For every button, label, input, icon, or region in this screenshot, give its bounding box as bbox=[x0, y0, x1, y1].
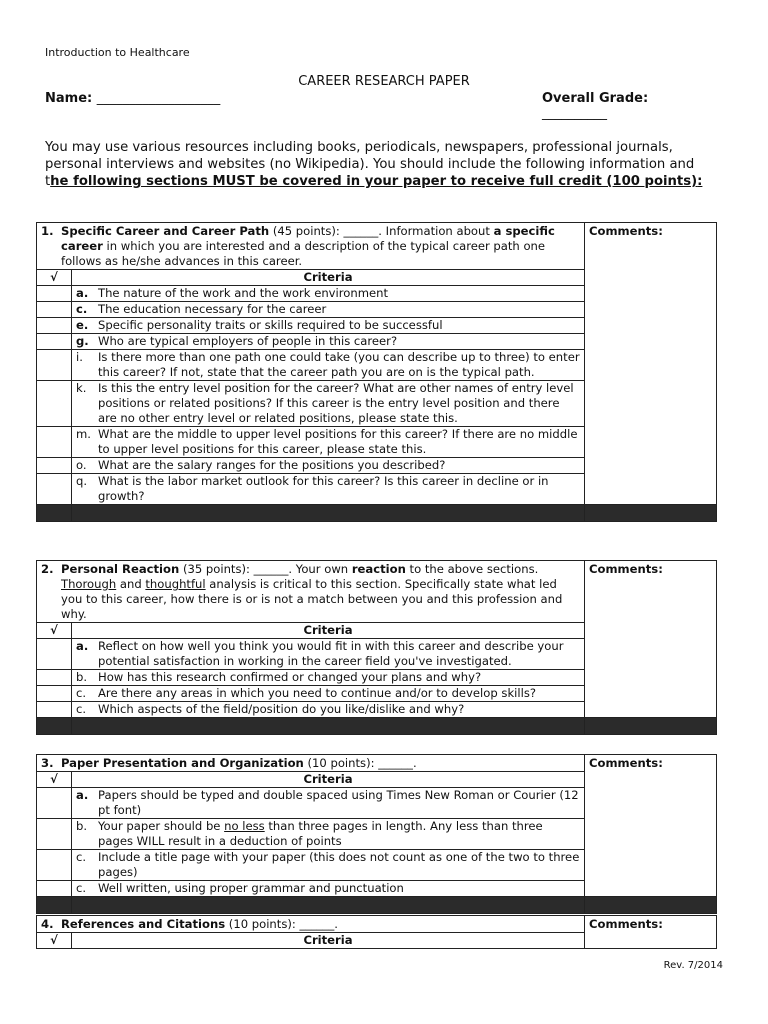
check-cell[interactable] bbox=[37, 474, 72, 505]
desc-underline: Thorough bbox=[61, 577, 117, 591]
item-text-part: than three pages in length. Any less than three pages WILL result in a deduction of points bbox=[98, 819, 543, 848]
comments-label: Comments: bbox=[589, 917, 663, 931]
section-points: (10 points): bbox=[307, 756, 375, 770]
item-text: What are the middle to upper level positions for this career? If there are no middle to upper level positions for this career, please state this. bbox=[98, 427, 578, 456]
item-letter: c. bbox=[76, 302, 88, 316]
item-text: Which aspects of the field/position do you like/dislike and why? bbox=[98, 702, 465, 716]
item-letter: m. bbox=[76, 427, 91, 441]
section-divider bbox=[37, 718, 717, 735]
item-text: What is the labor market outlook for this career? Is this career in decline or in growth? bbox=[98, 474, 549, 503]
check-cell[interactable] bbox=[37, 819, 72, 850]
section-number: 2. bbox=[41, 562, 54, 576]
section-number: 4. bbox=[41, 917, 54, 931]
check-cell[interactable] bbox=[37, 350, 72, 381]
intro-text: You may use various resources including books, periodicals, newspapers, professional journals, personal interviews and websites (no Wikipedia). You should include the following information and t bbox=[45, 140, 695, 189]
desc-bold: reaction bbox=[351, 562, 406, 576]
section-number: 1. bbox=[41, 224, 54, 238]
item-letter: a. bbox=[76, 286, 89, 300]
criteria-header: Criteria bbox=[72, 772, 585, 788]
item-text: Is there more than one path one could take (you can describe up to three) to enter this career? If not, state that the career path you are on is the typical path. bbox=[98, 350, 580, 379]
item-text: Specific personality traits or skills required to be successful bbox=[98, 318, 443, 332]
revision-date: Rev. 7/2014 bbox=[663, 960, 723, 971]
grade-label: Overall Grade: bbox=[542, 91, 649, 106]
item-underline: no less bbox=[224, 819, 265, 833]
points-blank[interactable]: ______. bbox=[253, 562, 293, 576]
item-letter: k. bbox=[76, 381, 87, 395]
item-letter: o. bbox=[76, 458, 87, 472]
section-points: (45 points): bbox=[272, 224, 340, 238]
intro-paragraph bbox=[45, 139, 715, 190]
section-description bbox=[61, 756, 580, 771]
check-cell[interactable] bbox=[37, 458, 72, 474]
section-divider bbox=[37, 897, 717, 914]
item-letter: a. bbox=[76, 639, 89, 653]
check-cell[interactable] bbox=[37, 286, 72, 302]
item-text: Are there any areas in which you need to continue and/or to develop skills? bbox=[98, 686, 537, 700]
item-letter: q. bbox=[76, 474, 88, 488]
comments-cell[interactable] bbox=[585, 755, 717, 897]
name-label: Name: bbox=[45, 91, 93, 106]
section-title: References and Citations bbox=[61, 917, 226, 931]
item-text: Reflect on how well you think you would fit in with this career and describe your potential satisfaction in working in the career field you've investigated. bbox=[98, 639, 564, 668]
name-blank: ___________________ bbox=[96, 91, 221, 106]
item-letter: e. bbox=[76, 318, 89, 332]
desc-bold: a specific career bbox=[61, 224, 555, 253]
section-header-row bbox=[37, 561, 717, 623]
check-cell[interactable] bbox=[37, 427, 72, 458]
item-text-part: Your paper should be bbox=[98, 819, 225, 833]
item-text: Include a title page with your paper (this does not count as one of the two to three pages) bbox=[98, 850, 580, 879]
desc-text: to the above sections. bbox=[405, 562, 539, 576]
section-title: Specific Career and Career Path bbox=[61, 224, 270, 238]
check-cell[interactable] bbox=[37, 670, 72, 686]
section-description bbox=[61, 224, 580, 269]
section-3-table bbox=[36, 754, 717, 914]
section-points: (10 points): bbox=[228, 917, 296, 931]
item-text: Who are typical employers of people in this career? bbox=[98, 334, 398, 348]
item-letter: b. bbox=[76, 819, 88, 833]
course-name: Introduction to Healthcare bbox=[45, 46, 190, 59]
check-header: √ bbox=[37, 623, 72, 639]
check-cell[interactable] bbox=[37, 318, 72, 334]
desc-text: Information about bbox=[385, 224, 494, 238]
desc-text: analysis is critical to this section. Specifically state what led you to this career, how there is or is not a match between you and this profession and why. bbox=[61, 577, 563, 621]
item-text: How has this research confirmed or changed your plans and why? bbox=[98, 670, 482, 684]
grade-blank: __________ bbox=[542, 106, 607, 121]
item-letter: c. bbox=[76, 881, 87, 895]
section-divider bbox=[37, 505, 717, 522]
item-text: What are the salary ranges for the positions you described? bbox=[98, 458, 446, 472]
check-header: √ bbox=[37, 270, 72, 286]
check-cell[interactable] bbox=[37, 302, 72, 318]
points-blank[interactable]: ______. bbox=[343, 224, 382, 238]
section-title: Personal Reaction bbox=[61, 562, 180, 576]
section-4-table bbox=[36, 915, 717, 949]
check-cell[interactable] bbox=[37, 639, 72, 670]
name-field[interactable] bbox=[45, 91, 220, 106]
item-letter: b. bbox=[76, 670, 88, 684]
points-blank[interactable]: ______. bbox=[378, 756, 417, 770]
check-header: √ bbox=[37, 772, 72, 788]
item-text: The education necessary for the career bbox=[98, 302, 327, 316]
item-letter: a. bbox=[76, 788, 89, 802]
desc-text: in which you are interested and a description of the typical career path one follows as he/she advances in this career. bbox=[61, 239, 546, 268]
comments-label: Comments: bbox=[589, 562, 663, 576]
section-2-table bbox=[36, 560, 717, 735]
check-cell[interactable] bbox=[37, 788, 72, 819]
section-header-row bbox=[37, 755, 717, 772]
check-cell[interactable] bbox=[37, 686, 72, 702]
item-text bbox=[98, 819, 580, 849]
desc-underline: thoughtful bbox=[145, 577, 206, 591]
item-letter: c. bbox=[76, 850, 87, 864]
check-cell[interactable] bbox=[37, 381, 72, 427]
check-cell[interactable] bbox=[37, 334, 72, 350]
item-text: Is this the entry level position for the career? What are other names of entry level positions or related positions? If this career is the entry level position and there are no other entry level or related positions, please state this. bbox=[98, 381, 574, 425]
intro-end: : bbox=[697, 174, 703, 189]
check-cell[interactable] bbox=[37, 881, 72, 897]
desc-text: Your own bbox=[295, 562, 352, 576]
overall-grade-field[interactable] bbox=[542, 91, 648, 121]
section-number: 3. bbox=[41, 756, 54, 770]
points-blank[interactable]: ______. bbox=[299, 917, 338, 931]
check-cell[interactable] bbox=[37, 850, 72, 881]
item-letter: i. bbox=[76, 350, 83, 364]
comments-cell[interactable] bbox=[585, 916, 717, 949]
section-header-row bbox=[37, 223, 717, 270]
criteria-header: Criteria bbox=[72, 933, 585, 949]
criteria-header: Criteria bbox=[72, 623, 585, 639]
item-text: The nature of the work and the work environment bbox=[98, 286, 389, 300]
comments-label: Comments: bbox=[589, 756, 663, 770]
item-letter: g. bbox=[76, 334, 89, 348]
section-title: Paper Presentation and Organization bbox=[61, 756, 304, 770]
item-letter: c. bbox=[76, 686, 87, 700]
section-description bbox=[61, 562, 580, 622]
comments-cell[interactable] bbox=[585, 561, 717, 718]
item-letter: c. bbox=[76, 702, 87, 716]
section-description bbox=[61, 917, 580, 932]
section-1-table bbox=[36, 222, 717, 522]
criteria-header: Criteria bbox=[72, 270, 585, 286]
section-points: (35 points): bbox=[182, 562, 250, 576]
check-header: √ bbox=[37, 933, 72, 949]
comments-label: Comments: bbox=[589, 224, 663, 238]
section-header-row bbox=[37, 916, 717, 933]
document-title: CAREER RESEARCH PAPER bbox=[298, 74, 470, 89]
check-cell[interactable] bbox=[37, 702, 72, 718]
comments-cell[interactable] bbox=[585, 223, 717, 505]
item-text: Papers should be typed and double spaced using Times New Roman or Courier (12 pt font) bbox=[98, 788, 579, 817]
item-text: Well written, using proper grammar and punctuation bbox=[98, 881, 404, 895]
intro-requirement: he following sections MUST be covered in your paper to receive full credit (100 points) bbox=[50, 174, 698, 189]
desc-text: and bbox=[116, 577, 146, 591]
